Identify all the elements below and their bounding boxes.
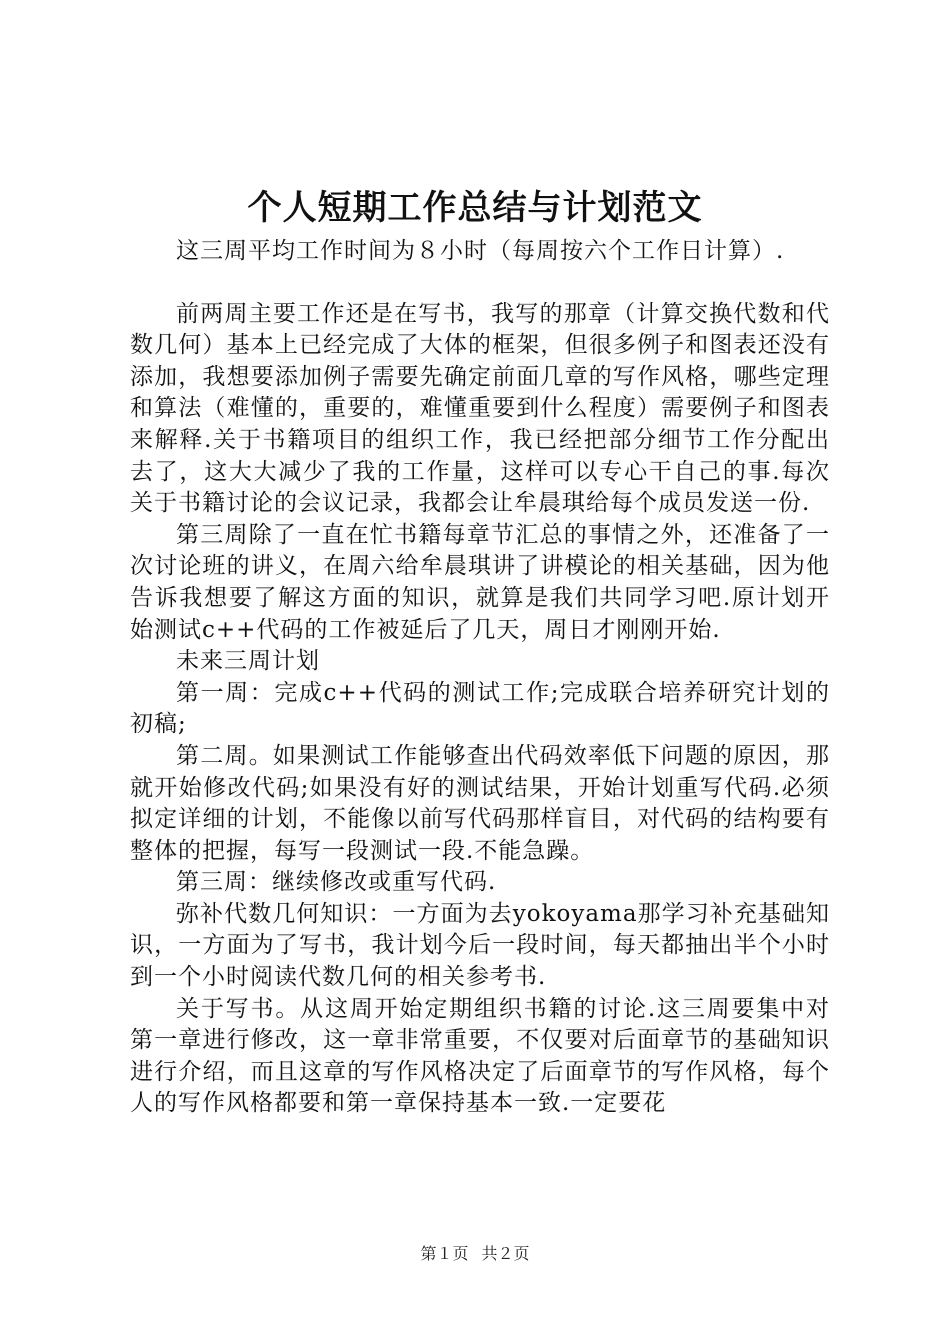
paragraph-algebraic-geometry: 弥补代数几何知识：一方面为去yokoyama那学习补充基础知识，一方面为了写书，我计划今后一段时间，每天都抽出半个小时到一个小时阅读代数几何的相关参考书. [130,900,830,991]
section-heading-plan: 未来三周计划 [176,648,320,675]
paragraph-plan-week-three: 第三周：继续修改或重写代码. [176,869,497,896]
paragraph-book-writing: 关于写书。从这周开始定期组织书籍的讨论.这三周要集中对第一章进行修改，这一章非常重要，不仅要对后面章节的基础知识进行介绍，而且这章的写作风格决定了后面章节的写作风格，每个人的写作风格都要和第一章保持基本一致.一定要花 [130,995,830,1117]
intro-paragraph: 这三周平均工作时间为８小时（每周按六个工作日计算）. [176,238,785,264]
page-footer [0,1244,950,1264]
paragraph-plan-week-one: 第一周：完成c++代码的测试工作;完成联合培养研究计划的初稿; [130,679,830,738]
paragraph-week-three: 第三周除了一直在忙书籍每章节汇总的事情之外，还准备了一次讨论班的讲义，在周六给牟晨琪讲了讲模论的相关基础，因为他告诉我想要了解这方面的知识，就算是我们共同学习吧.原计划开始测试c++代码的工作被延后了几天，周日才刚刚开始. [130,521,830,643]
page-total: 共２页 [481,1244,530,1263]
document-title: 个人短期工作总结与计划范文 [247,188,703,228]
paragraph-work-summary: 前两周主要工作还是在写书，我写的那章（计算交换代数和代数几何）基本上已经完成了大体的框架，但很多例子和图表还没有添加，我想要添加例子需要先确定前面几章的写作风格，哪些定理和算法（难懂的，重要的，难懂重要到什么程度）需要例子和图表来解释.关于书籍项目的组织工作，我已经把部分细节工作分配出去了，这大大减少了我的工作量，这样可以专心干自己的事.每次关于书籍讨论的会议记录，我都会让牟晨琪给每个成员发送一份. [130,300,830,517]
blank-line [130,268,830,299]
paragraph-plan-week-two: 第二周。如果测试工作能够查出代码效率低下问题的原因，那就开始修改代码;如果没有好的测试结果，开始计划重写代码.必须拟定详细的计划，不能像以前写代码那样盲目，对代码的结构要有整体的把握，每写一段测试一段.不能急躁。 [130,742,830,864]
document-body [130,236,830,1120]
page-number: 第１页 [420,1244,469,1263]
